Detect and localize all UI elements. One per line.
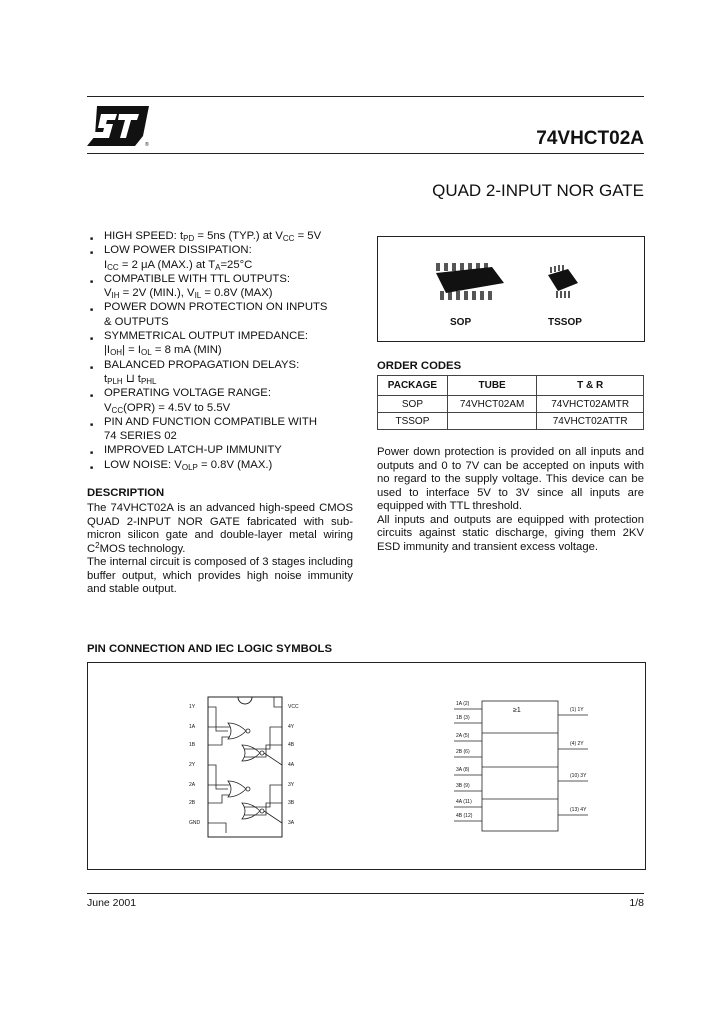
feature-item: ■ BALANCED PROPAGATION DELAYS: $t_{PLH}$ ⊔ $t_{PHL}$ <box>90 358 300 386</box>
iec-output-label: (10) 3Y <box>570 773 587 779</box>
dip-pin-label: 2Y <box>189 762 196 768</box>
table-row <box>378 413 644 430</box>
iec-output-label: (1) 1Y <box>570 707 584 713</box>
tssop-package-image <box>542 263 582 303</box>
iec-input-label: 1B (3) <box>456 715 470 721</box>
table-cell: SOP <box>378 396 448 413</box>
feature-item: ■ PIN AND FUNCTION COMPATIBLE WITH 74 SERIES 02 <box>90 415 317 443</box>
pin-connection-heading: PIN CONNECTION AND IEC LOGIC SYMBOLS <box>87 643 332 655</box>
order-codes-table <box>377 375 644 430</box>
table-cell: 74VHCT02ATTR <box>537 413 644 430</box>
iec-input-label: 2B (6) <box>456 749 470 755</box>
iec-input-label: 1A (2) <box>456 701 470 707</box>
table-header-row <box>378 376 644 396</box>
dip-pin-label: 4Y <box>288 724 295 730</box>
dip-pin-label: GND <box>189 820 201 826</box>
order-codes-heading: ORDER CODES <box>377 360 462 372</box>
dip-pin-label: 2B <box>189 800 196 806</box>
iec-input-label: 3B (9) <box>456 783 470 789</box>
svg-text:®: ® <box>145 142 149 148</box>
description-heading: DESCRIPTION <box>87 487 165 499</box>
table-cell: TSSOP <box>378 413 448 430</box>
feature-item: ■ LOW NOISE: $V_{OLP} = 0.8V$ (MAX.) <box>90 458 273 472</box>
dip-pin-label: 1B <box>189 742 196 748</box>
iec-output-label: (13) 4Y <box>570 807 587 813</box>
iec-input-label: 4A (11) <box>456 799 472 805</box>
table-cell: 74VHCT02AM <box>447 396 536 413</box>
tssop-label: TSSOP <box>548 317 582 328</box>
feature-item: ■ OPERATING VOLTAGE RANGE: $V_{CC}(OPR) = 4.5V$ to 5.5V <box>90 387 271 415</box>
column-header: T & R <box>537 376 644 396</box>
iec-function-label: ≥1 <box>513 707 521 714</box>
sop-package-image <box>430 261 510 305</box>
dip-pin-label: VCC <box>288 704 299 710</box>
st-logo <box>87 106 153 150</box>
dip-pin-label: 2A <box>189 782 196 788</box>
package-box <box>377 236 645 342</box>
feature-item: ■ SYMMETRICAL OUTPUT IMPEDANCE: $|I_{OH}| = I_{OL} = 8$ mA (MIN) <box>90 330 308 358</box>
iec-input-label: 3A (8) <box>456 767 470 773</box>
feature-item: ■ LOW POWER DISSIPATION: $I_{CC} = 2$ μA (MAX.) at $T_A=25^\circ C$ <box>90 244 253 272</box>
iec-input-label: 4B (12) <box>456 813 473 819</box>
dip-pin-label: 1A <box>189 724 196 730</box>
title-rule <box>87 153 644 154</box>
page-number: 1/8 <box>629 897 644 909</box>
dip-pin-label: 4B <box>288 742 295 748</box>
footer-rule <box>87 893 644 894</box>
feature-item: ■ COMPATIBLE WITH TTL OUTPUTS: $V_{IH} = 2V$ (MIN.), $V_{IL} = 0.8V$ (MAX) <box>90 272 290 301</box>
part-number: 74VHCT02A <box>536 128 644 149</box>
dip-pin-label: 3A <box>288 820 295 826</box>
feature-list <box>90 229 360 472</box>
sop-label: SOP <box>450 317 472 328</box>
feature-item: ■ HIGH SPEED: $t_{PD} = 5ns$ (TYP.) at $V_{CC} = 5V$ <box>90 230 322 243</box>
dip-pin-label: 3B <box>288 800 295 806</box>
pin-connection-box <box>87 662 646 870</box>
table-cell <box>447 413 536 430</box>
dip-pin-label: 1Y <box>189 704 196 710</box>
protection-description: Power down protection is provided on all inputs and outputs and 0 to 7V can be accepted on inputs with no regard to the supply voltage. This device can be used to interface 5V to 3V since all inputs are equipped with TTL threshold. All inputs and outputs are equipped with protection circuits against static discharge, giving them 2KV ESD immunity and transient excess voltage. <box>377 446 644 553</box>
feature-item: ■ IMPROVED LATCH-UP IMMUNITY <box>90 444 282 457</box>
iec-input-label: 2A (5) <box>456 733 470 739</box>
page-subtitle: QUAD 2-INPUT NOR GATE <box>432 181 644 200</box>
column-header: PACKAGE <box>378 376 448 396</box>
dip-pin-label: 3Y <box>288 782 295 788</box>
column-header: TUBE <box>447 376 536 396</box>
table-row <box>378 396 644 413</box>
dip-pin-label: 4A <box>288 762 295 768</box>
iec-output-label: (4) 2Y <box>570 741 584 747</box>
table-cell: 74VHCT02AMTR <box>537 396 644 413</box>
description-text: The 74VHCT02A is an advanced high-speed CMOS QUAD 2-INPUT NOR GATE fabricated with sub-micron silicon gate and double-layer metal wiring $C^2MOS$ technology. The internal circuit is composed of 3 stages including buffer output, which provides high noise immunity and stable output. <box>87 502 353 595</box>
feature-item: ■ POWER DOWN PROTECTION ON INPUTS & OUTPUTS <box>90 301 328 328</box>
footer-date: June 2001 <box>87 897 137 909</box>
top-rule <box>87 96 644 97</box>
pin-connection-diagram <box>186 693 326 853</box>
